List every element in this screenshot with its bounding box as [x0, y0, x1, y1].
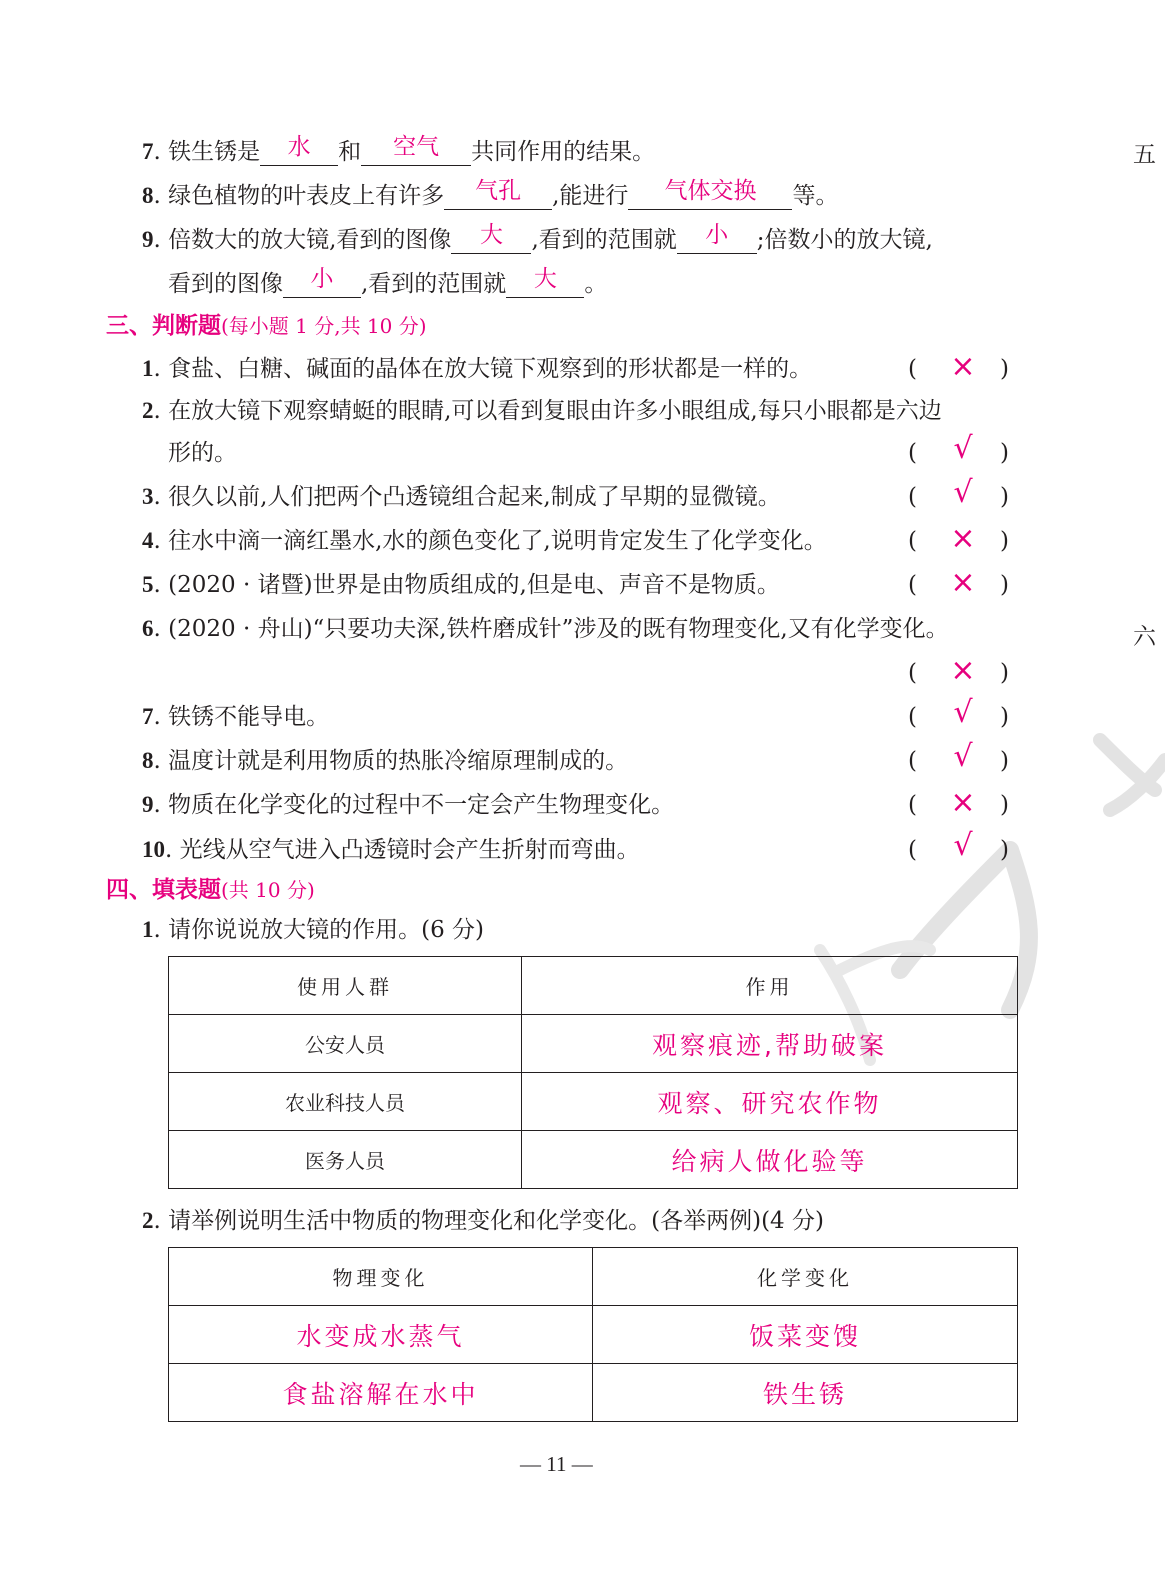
page-number: — 11 — — [520, 1452, 593, 1476]
judgment-item: 6. (2020 · 舟山)“只要功夫深,铁杵磨成针”涉及的既有物理变化,又有化学变化。 — [142, 616, 949, 642]
answer-blank: 小 — [283, 269, 361, 298]
table-cell: 农业科技人员 — [169, 1073, 522, 1131]
answer-cell: 水变成水蒸气 — [169, 1306, 593, 1364]
answer-blank: 空气 — [361, 137, 471, 166]
answer-cell: 观察、研究农作物 — [522, 1073, 1018, 1131]
answer-paren-open: ( — [908, 704, 917, 730]
side-label-five: 五 — [1133, 142, 1156, 168]
judgment-item: 9. 物质在化学变化的过程中不一定会产生物理变化。 — [142, 792, 675, 818]
judgment-item: 4. 往水中滴一滴红墨水,水的颜色变化了,说明肯定发生了化学变化。 — [142, 528, 827, 554]
answer-paren-close: ) — [1000, 660, 1009, 686]
magnifier-usage-table — [168, 956, 1018, 1189]
answer-blank: 小 — [677, 225, 757, 254]
question-1: 1. 请你说说放大镜的作用。(6 分) — [142, 917, 485, 943]
table-cell: 医务人员 — [169, 1131, 522, 1189]
change-examples-table — [168, 1247, 1018, 1422]
answer-paren-open: ( — [908, 356, 917, 382]
answer-paren-open: ( — [908, 660, 917, 686]
cross-mark: × — [950, 521, 976, 556]
answer-blank: 气孔 — [444, 181, 552, 210]
answer-paren-close: ) — [1000, 704, 1009, 730]
judgment-item: 8. 温度计就是利用物质的热胀冷缩原理制成的。 — [142, 748, 629, 774]
answer-blank: 大 — [451, 225, 531, 254]
answer-paren-close: ) — [1000, 572, 1009, 598]
cross-mark: × — [950, 565, 976, 600]
answer-paren-open: ( — [908, 792, 917, 818]
judgment-item: 1. 食盐、白糖、碱面的晶体在放大镜下观察到的形状都是一样的。 — [142, 356, 813, 382]
fill-item-9: 9. 倍数大的放大镜,看到的图像 大 ,看到的范围就 小 ;倍数小的放大镜, — [142, 222, 933, 253]
check-mark: √ — [953, 739, 973, 774]
fill-item-7: 7. 铁生锈是 水 和 空气 共同作用的结果。 — [142, 134, 656, 165]
judgment-item: 10. 光线从空气进入凸透镜时会产生折射而弯曲。 — [142, 837, 640, 863]
answer-blank: 气体交换 — [628, 181, 792, 210]
answer-paren-close: ) — [1000, 528, 1009, 554]
answer-cell: 饭菜变馊 — [593, 1306, 1018, 1364]
answer-paren-close: ) — [1000, 792, 1009, 818]
table-header: 使用人群 — [169, 957, 522, 1015]
answer-cell: 观察痕迹,帮助破案 — [522, 1015, 1018, 1073]
table-header: 化学变化 — [593, 1248, 1018, 1306]
check-mark: √ — [953, 431, 973, 466]
question-2: 2. 请举例说明生活中物质的物理变化和化学变化。(各举两例)(4 分) — [142, 1208, 824, 1234]
table-header: 作用 — [522, 957, 1018, 1015]
judgment-item: 5. (2020 · 诸暨)世界是由物质组成的,但是电、声音不是物质。 — [142, 572, 780, 598]
judgment-item: 2. 在放大镜下观察蜻蜓的眼睛,可以看到复眼由许多小眼组成,每只小眼都是六边 — [142, 398, 942, 424]
answer-paren-close: ) — [1000, 837, 1009, 863]
table-header: 物理变化 — [169, 1248, 593, 1306]
answer-cell: 铁生锈 — [593, 1364, 1018, 1422]
answer-paren-open: ( — [908, 484, 917, 510]
check-mark: √ — [953, 695, 973, 730]
fill-item-8: 8. 绿色植物的叶表皮上有许多 气孔 ,能进行 气体交换 等。 — [142, 178, 839, 209]
answer-blank: 水 — [260, 137, 338, 166]
section-title-judgment: 三、判断题(每小题 1 分,共 10 分) — [106, 313, 427, 339]
cross-mark: × — [950, 785, 976, 820]
answer-blank: 大 — [506, 269, 584, 298]
check-mark: √ — [953, 475, 973, 510]
answer-paren-open: ( — [908, 528, 917, 554]
judgment-item: 7. 铁锈不能导电。 — [142, 704, 330, 730]
cross-mark: × — [950, 349, 976, 384]
table-cell: 公安人员 — [169, 1015, 522, 1073]
answer-paren-close: ) — [1000, 356, 1009, 382]
answer-paren-open: ( — [908, 572, 917, 598]
answer-paren-close: ) — [1000, 748, 1009, 774]
answer-cell: 食盐溶解在水中 — [169, 1364, 593, 1422]
answer-cell: 给病人做化验等 — [522, 1131, 1018, 1189]
check-mark: √ — [953, 828, 973, 863]
section-title-table: 四、填表题(共 10 分) — [106, 877, 315, 903]
answer-paren-open: ( — [908, 837, 917, 863]
answer-paren-close: ) — [1000, 484, 1009, 510]
judgment-item-continued: 形的。 — [168, 440, 237, 466]
fill-item-9-continued: 看到的图像 小 ,看到的范围就 大 。 — [168, 266, 608, 297]
side-label-six: 六 — [1133, 624, 1156, 650]
answer-paren-open: ( — [908, 748, 917, 774]
cross-mark: × — [950, 653, 976, 688]
answer-paren-close: ) — [1000, 440, 1009, 466]
answer-paren-open: ( — [908, 440, 917, 466]
judgment-item: 3. 很久以前,人们把两个凸透镜组合起来,制成了早期的显微镜。 — [142, 484, 781, 510]
